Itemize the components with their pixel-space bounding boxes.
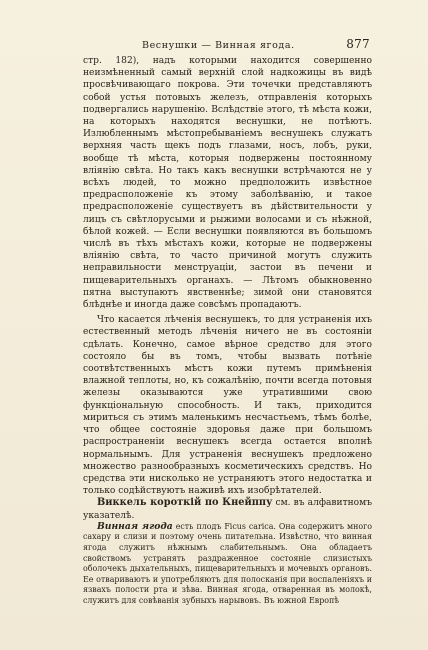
entry-text: см. въ алфавитномъ указателѣ. (83, 498, 373, 521)
entry-headword: Винная ягода (97, 520, 173, 532)
paragraph-continuation: стр. 182), надъ которыми находится совершенно неизмѣненный самый верхній слой надкожицы въ видѣ просвѣчивающаго покрова. Эти точечки представляютъ собой устья потовыхъ железъ, отправленія которыхъ подвергались нарушенію. Вслѣдствіе этого, тѣ мѣста кожи, на которыхъ находятся веснушки, не потѣютъ. Излюбленнымъ мѣстопребываніемъ веснушекъ служатъ верхняя часть щекъ подъ глазами, носъ, лобъ, руки, вообще тѣ мѣста, которыя подвержены постоянному вліянію свѣта. Но такъ какъ веснушки встрѣчаются не у всѣхъ людей, то можно предположить извѣстное предрасположеніе къ этому заболѣванію, и такое предрасположеніе существуетъ въ дѣйствительности у лицъ съ свѣтлорусыми и рыжими волосами и съ нѣжной, бѣлой кожей. — Если веснушки появляются въ большомъ числѣ въ тѣхъ мѣстахъ кожи, которые не подвержены вліянію свѣта, то часто причиной могутъ служить неправильности менструаціи, застои въ печени и пищеварительныхъ органахъ. — Лѣтомъ обыкновенно пятна выступаютъ явственнѣе; зимой они становятся блѣднѣе и иногда даже совсѣмъ пропадаютъ. (83, 56, 372, 311)
page-body (83, 55, 372, 606)
paragraph-treatment: Что касается лѣченія веснушекъ, то для устраненія ихъ естественный методъ лѣченія ничего не въ состояніи сдѣлать. Конечно, самое вѣрное средство для этого состояло бы въ томъ, чтобы вызвать потѣніе соотвѣтственныхъ мѣстъ кожи путемъ примѣненія влажной теплоты, но, къ сожалѣнію, почти всегда потовыя железы оказываются уже утратившими свою функціональную способность. И такъ, приходится мириться съ этимъ маленькимъ несчастьемъ, тѣмъ болѣе, что общее состояніе здоровья даже при большомъ распространеніи веснушекъ всегда остается вполнѣ нормальнымъ. Для устраненія веснушекъ предложено множество разнообразныхъ косметическихъ средствъ. Но средства эти нисколько не устраняютъ этого недостатка и только содѣйствуютъ наживѣ ихъ изобрѣтателей. (83, 315, 372, 497)
dictionary-entry-fig (83, 522, 372, 607)
page-header (84, 38, 370, 52)
page-number: 877 (346, 37, 370, 51)
dictionary-entry-wickel (83, 497, 372, 521)
entry-text: есть плодъ Ficus carica. Она содержитъ много сахару и слизи и поэтому очень питательна. Извѣстно, что винная ягода служитъ нѣжнымъ слабительнымъ. Она обладаетъ свойствомъ устранять раздраженное состояніе слизистыхъ оболочекъ дыхательныхъ, пищеварительныхъ и мочевыхъ органовъ. Ее отвариваютъ и употребляютъ для полосканія при воспаленіяхъ и язвахъ полости рта и зѣва. Винная ягода, отваренная въ молокѣ, служитъ для совѣванія зубныхъ нарывовъ. Въ южной Европѣ (83, 521, 372, 605)
running-title: Веснушки — Винная ягода. (142, 40, 295, 51)
entry-headword: Виккель короткій по Кнейппу (97, 497, 273, 509)
